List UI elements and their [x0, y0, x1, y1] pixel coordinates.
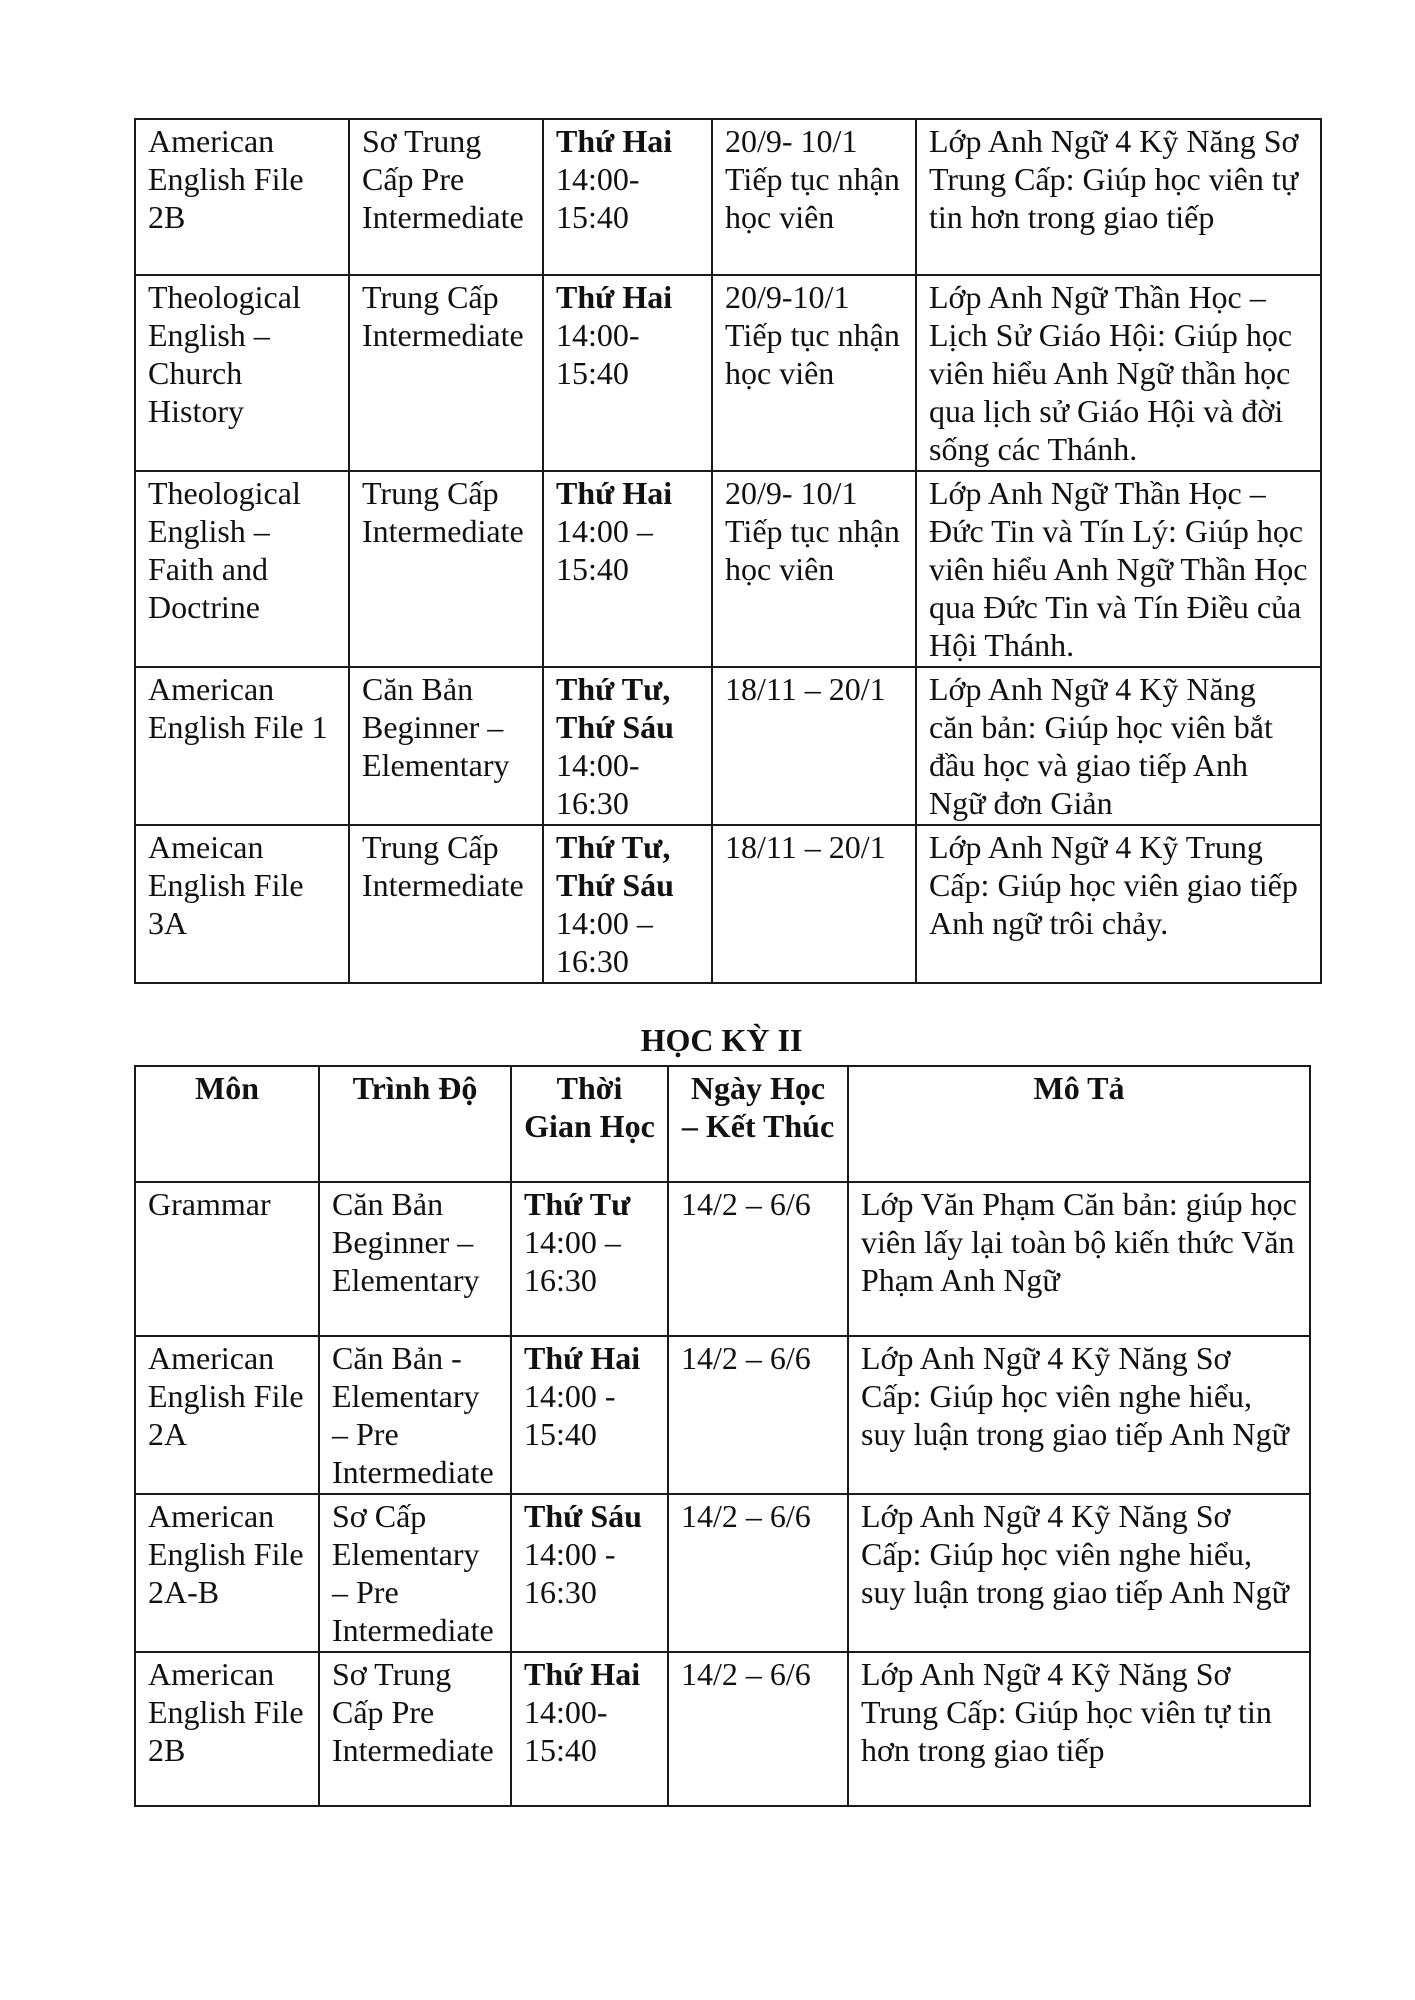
column-header-time: Thời Gian Học: [511, 1066, 668, 1182]
course-hours: 14:00-15:40: [524, 1694, 608, 1768]
course-description: Lớp Anh Ngữ 4 Kỹ Năng căn bản: Giúp học viên bắt đầu học và giao tiếp Anh Ngữ đơn Giản: [916, 667, 1321, 825]
column-header-subject: Môn: [135, 1066, 319, 1182]
course-level: Sơ Trung Cấp Pre Intermediate: [349, 119, 543, 275]
course-dates: 14/2 – 6/6: [668, 1182, 848, 1336]
course-level: Trung Cấp Intermediate: [349, 825, 543, 983]
course-dates: 20/9- 10/1 Tiếp tục nhận học viên: [712, 119, 916, 275]
course-time: [543, 825, 712, 983]
course-day: Thứ Tư: [524, 1186, 631, 1222]
course-dates: 14/2 – 6/6: [668, 1494, 848, 1652]
course-name: Theological English – Faith and Doctrine: [135, 471, 349, 667]
course-description: Lớp Văn Phạm Căn bản: giúp học viên lấy lại toàn bộ kiến thức Văn Phạm Anh Ngữ: [848, 1182, 1310, 1336]
course-dates: 18/11 – 20/1: [712, 667, 916, 825]
course-day: Thứ Tư, Thứ Sáu: [556, 671, 674, 745]
semester-1-continued-table: [134, 118, 1322, 984]
course-hours: 14:00 - 15:40: [524, 1378, 616, 1452]
course-name: American English File 2A-B: [135, 1494, 319, 1652]
table-row: [135, 1182, 1310, 1336]
course-time: [543, 275, 712, 471]
course-time: [543, 119, 712, 275]
course-day: Thứ Hai: [556, 279, 673, 315]
course-hours: 14:00 – 16:30: [524, 1224, 621, 1298]
course-time: [511, 1182, 668, 1336]
course-time: [511, 1652, 668, 1806]
course-name: American English File 2B: [135, 1652, 319, 1806]
course-name: Ameican English File 3A: [135, 825, 349, 983]
course-time: [511, 1494, 668, 1652]
course-time: [511, 1336, 668, 1494]
course-hours: 14:00 – 16:30: [556, 905, 653, 979]
course-day: Thứ Hai: [556, 123, 673, 159]
course-hours: 14:00 – 15:40: [556, 513, 653, 587]
table-row: [135, 1494, 1310, 1652]
course-name: Theological English – Church History: [135, 275, 349, 471]
semester-2-table: [134, 1065, 1311, 1807]
table-row: [135, 275, 1321, 471]
course-description: Lớp Anh Ngữ 4 Kỹ Năng Sơ Cấp: Giúp học viên nghe hiểu, suy luận trong giao tiếp Anh Ngữ: [848, 1494, 1310, 1652]
course-hours: 14:00 - 16:30: [524, 1536, 616, 1610]
section-title: HỌC KỲ II: [640, 1022, 803, 1058]
table-row: [135, 1336, 1310, 1494]
course-name: Grammar: [135, 1182, 319, 1336]
course-day: Thứ Hai: [556, 475, 673, 511]
course-day: Thứ Hai: [524, 1656, 641, 1692]
course-hours: 14:00-16:30: [556, 747, 640, 821]
table-row: [135, 667, 1321, 825]
course-time: [543, 667, 712, 825]
course-level: Căn Bản - Elementary – Pre Intermediate: [319, 1336, 511, 1494]
course-description: Lớp Anh Ngữ 4 Kỹ Năng Sơ Trung Cấp: Giúp học viên tự tin hơn trong giao tiếp: [848, 1652, 1310, 1806]
course-time: [543, 471, 712, 667]
course-day: Thứ Sáu: [524, 1498, 642, 1534]
course-dates: 18/11 – 20/1: [712, 825, 916, 983]
course-dates: 20/9-10/1 Tiếp tục nhận học viên: [712, 275, 916, 471]
course-description: Lớp Anh Ngữ Thần Học – Đức Tin và Tín Lý: Giúp học viên hiểu Anh Ngữ Thần Học qua Đức Tin và Tín Điều của Hội Thánh.: [916, 471, 1321, 667]
course-level: Căn Bản Beginner – Elementary: [319, 1182, 511, 1336]
table-row: [135, 825, 1321, 983]
course-day: Thứ Hai: [524, 1340, 641, 1376]
course-name: American English File 1: [135, 667, 349, 825]
course-dates: 14/2 – 6/6: [668, 1652, 848, 1806]
course-level: Căn Bản Beginner – Elementary: [349, 667, 543, 825]
course-dates: 20/9- 10/1 Tiếp tục nhận học viên: [712, 471, 916, 667]
course-day: Thứ Tư, Thứ Sáu: [556, 829, 674, 903]
column-header-level: Trình Độ: [319, 1066, 511, 1182]
column-header-dates: Ngày Học – Kết Thúc: [668, 1066, 848, 1182]
course-hours: 14:00-15:40: [556, 161, 640, 235]
table-row: [135, 471, 1321, 667]
course-level: Sơ Trung Cấp Pre Intermediate: [319, 1652, 511, 1806]
course-description: Lớp Anh Ngữ 4 Kỹ Năng Sơ Trung Cấp: Giúp học viên tự tin hơn trong giao tiếp: [916, 119, 1321, 275]
table-row: [135, 1652, 1310, 1806]
course-level: Sơ Cấp Elementary – Pre Intermediate: [319, 1494, 511, 1652]
course-name: American English File 2A: [135, 1336, 319, 1494]
course-description: Lớp Anh Ngữ Thần Học – Lịch Sử Giáo Hội: Giúp học viên hiểu Anh Ngữ thần học qua lịch sử Giáo Hội và đời sống các Thánh.: [916, 275, 1321, 471]
table-row: [135, 119, 1321, 275]
course-level: Trung Cấp Intermediate: [349, 275, 543, 471]
course-description: Lớp Anh Ngữ 4 Kỹ Trung Cấp: Giúp học viên giao tiếp Anh ngữ trôi chảy.: [916, 825, 1321, 983]
course-level: Trung Cấp Intermediate: [349, 471, 543, 667]
course-hours: 14:00-15:40: [556, 317, 640, 391]
table-header-row: [135, 1066, 1310, 1182]
column-header-description: Mô Tả: [848, 1066, 1310, 1182]
course-description: Lớp Anh Ngữ 4 Kỹ Năng Sơ Cấp: Giúp học viên nghe hiểu, suy luận trong giao tiếp Anh Ngữ: [848, 1336, 1310, 1494]
course-dates: 14/2 – 6/6: [668, 1336, 848, 1494]
course-name: American English File 2B: [135, 119, 349, 275]
